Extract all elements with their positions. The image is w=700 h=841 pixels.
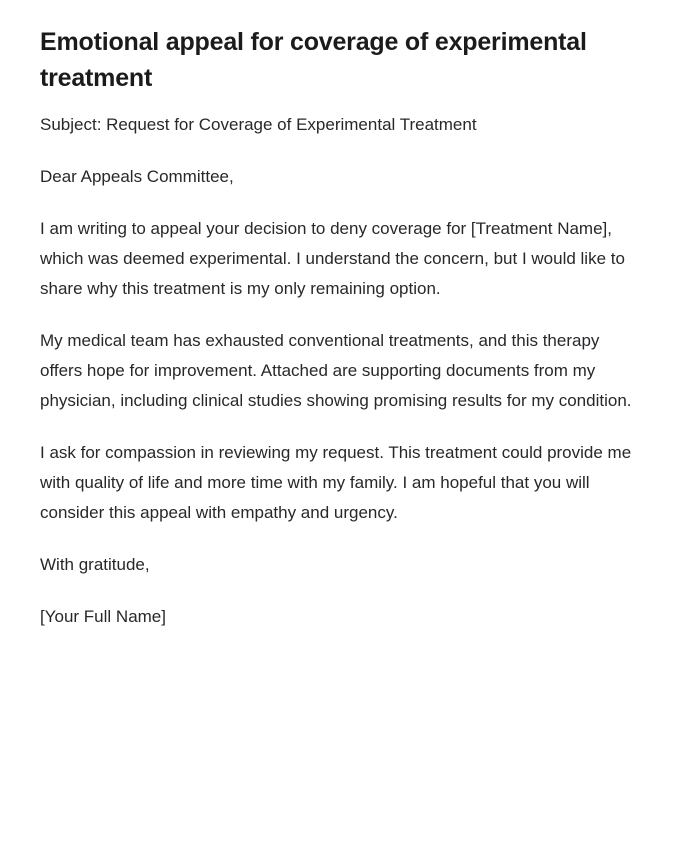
paragraph-salutation: Dear Appeals Committee, xyxy=(40,167,234,186)
paragraph-subject: Subject: Request for Coverage of Experimental Treatment xyxy=(40,115,477,134)
paragraph-closing: With gratitude, xyxy=(40,555,150,574)
document-body xyxy=(40,110,660,632)
paragraph-signature: [Your Full Name] xyxy=(40,607,166,626)
paragraph-medical-team: My medical team has exhausted conventional treatments, and this therapy offers hope for improvement. Attached are supporting documents from my physician, including clinical studies showing promising results for my condition. xyxy=(40,331,632,410)
page-title: Emotional appeal for coverage of experimental treatment xyxy=(40,28,587,92)
paragraph-compassion-request: I ask for compassion in reviewing my request. This treatment could provide me with quality of life and more time with my family. I am hopeful that you will consider this appeal with empathy and urgency. xyxy=(40,443,632,522)
paragraph-appeal-intro: I am writing to appeal your decision to deny coverage for [Treatment Name], which was deemed experimental. I understand the concern, but I would like to share why this treatment is my only remaining option. xyxy=(40,219,625,298)
